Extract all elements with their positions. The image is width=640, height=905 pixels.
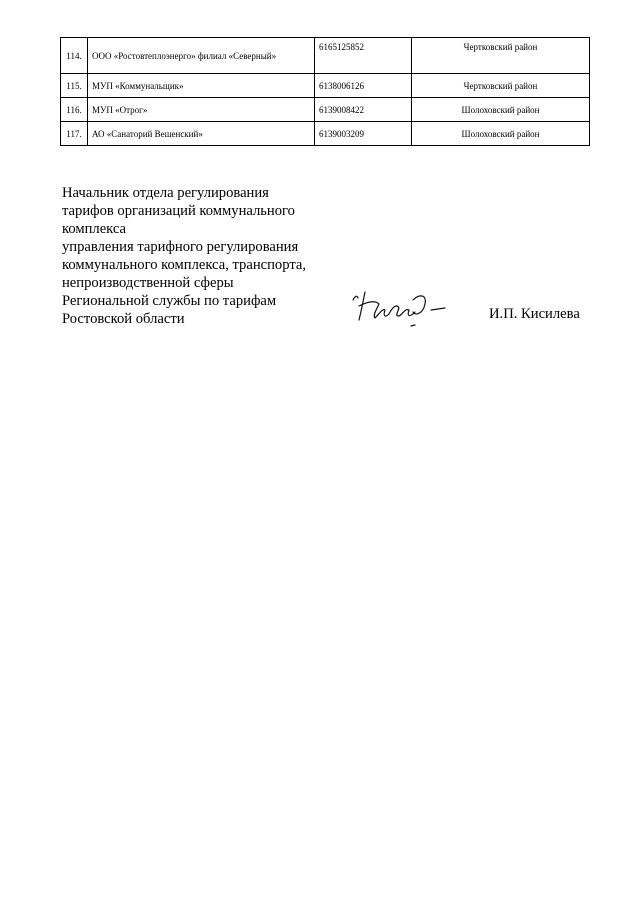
signatory-title [62,184,352,328]
signatory-title-line: коммунального комплекса, транспорта, [62,257,307,273]
inn-value: 6139008422 [315,98,412,122]
inn-value: 6139003209 [315,122,412,146]
signatory-title-line: комплекса [62,221,127,237]
district-name: Чертковский район [412,74,590,98]
inn-value: 6165125852 [315,38,412,74]
organization-name: МУП «Коммунальщик» [88,74,315,98]
signatory-title-line: непроизводственной сферы [62,275,234,291]
organization-name: АО «Санаторий Вешенский» [88,122,315,146]
row-number: 115. [61,74,88,98]
row-number: 117. [61,122,88,146]
handwritten-signature [345,282,455,330]
table-row [61,38,590,74]
organization-name: МУП «Отрог» [88,98,315,122]
district-name: Чертковский район [412,38,590,74]
signer-name: И.П. Кисилева [489,306,580,322]
signatory-title-line: Начальник отдела регулирования [62,185,269,201]
signatory-title-line: Ростовской области [62,311,185,327]
district-name: Шолоховский район [412,98,590,122]
signatory-title-line: управления тарифного регулирования [62,239,299,255]
organization-name: ООО «Ростовтеплоэнерго» филиал «Северный» [88,38,315,74]
signatory-title-line: тарифов организаций коммунального [62,203,295,219]
row-number: 116. [61,98,88,122]
row-number: 114. [61,38,88,74]
organizations-table [60,37,590,146]
table-row [61,98,590,122]
table-row [61,122,590,146]
district-name: Шолоховский район [412,122,590,146]
inn-value: 6138006126 [315,74,412,98]
table-row [61,74,590,98]
signatory-title-line: Региональной службы по тарифам [62,293,277,309]
